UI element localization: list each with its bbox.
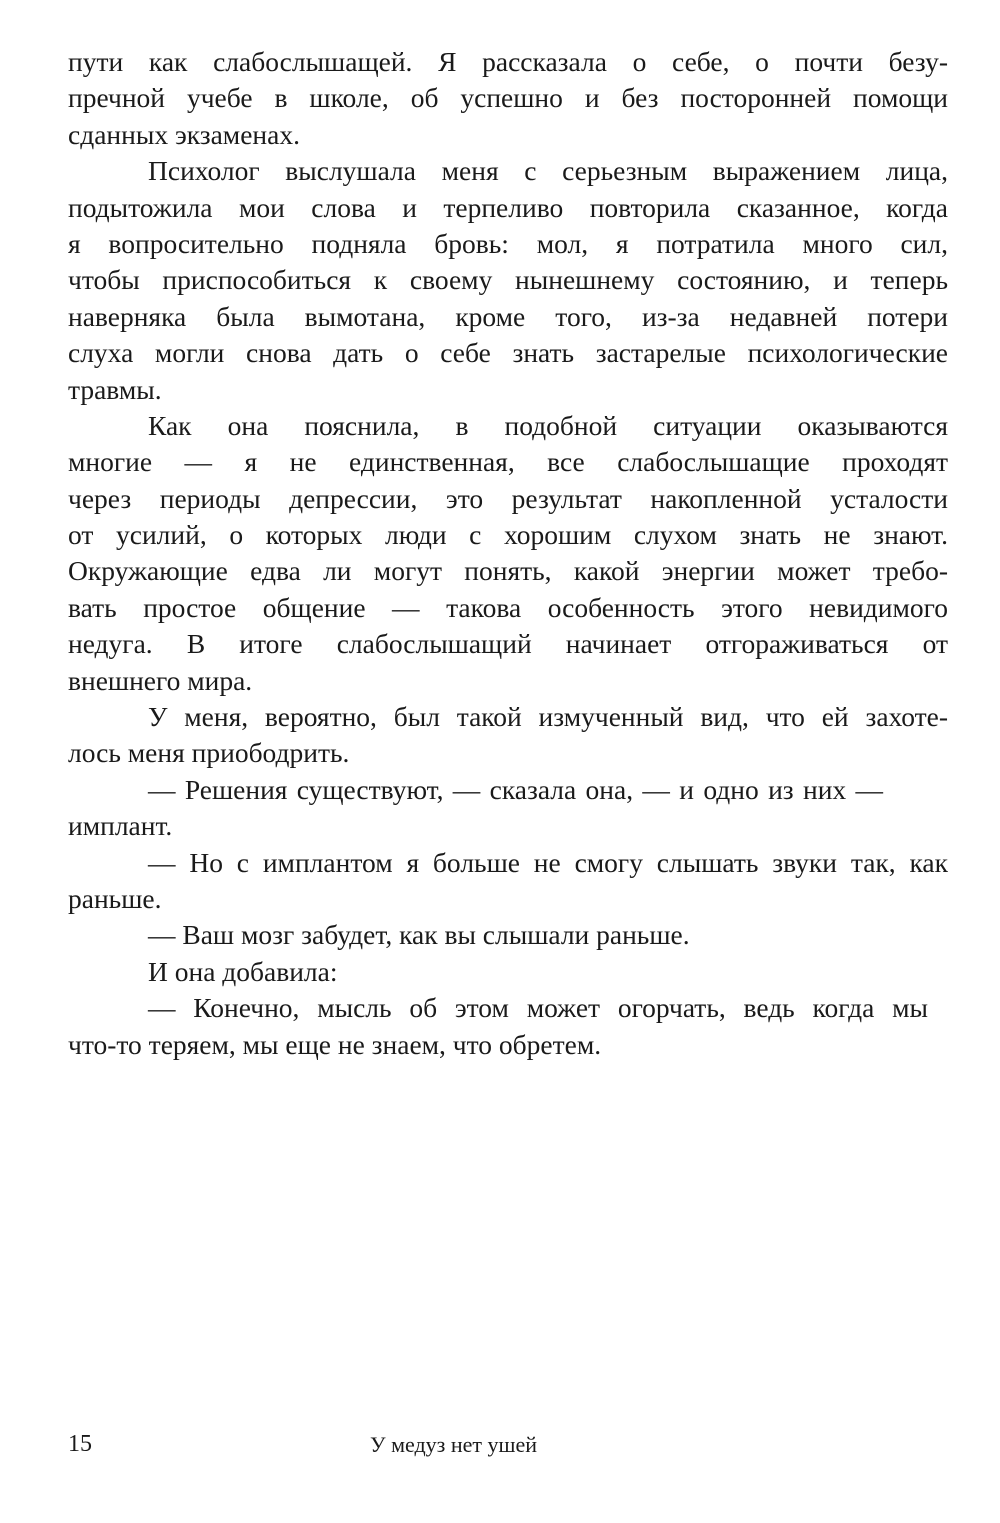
text-line: пути как слабослышащей. Я рассказала о себе, о почти безу- (68, 46, 948, 77)
text-line: — Но с имплантом я больше не смогу слышать звуки так, как (148, 846, 948, 878)
text-line: подытожила мои слова и терпеливо повторила сказанное, когда (68, 191, 948, 223)
text-line: внешнего мира. (68, 664, 253, 696)
text-line: через периоды депрессии, это результат накопленной усталости (68, 482, 948, 514)
text-line: У меня, вероятно, был такой измученный вид, что ей захоте- (148, 701, 948, 733)
text-line: чтобы приспособиться к своему нынешнему состоянию, и теперь (68, 264, 948, 296)
text-line: — Ваш мозг забудет, как вы слышали раньше. (148, 919, 690, 951)
running-footer-title: У медуз нет ушей (370, 1432, 537, 1457)
text-line: лось меня приободрить. (68, 737, 350, 769)
text-line: травмы. (68, 373, 162, 405)
text-line: Окружающие едва ли могут понять, какой энергии может требо- (68, 555, 948, 587)
text-line: недуга. В итоге слабослышащий начинает отгораживаться от (68, 628, 948, 660)
text-line: слуха могли снова дать о себе знать застарелые психологические (68, 337, 948, 369)
text-line: наверняка была вымотана, кроме того, из-за недавней потери (68, 300, 948, 332)
text-line: многие — я не единственная, все слабослышащие проходят (68, 446, 948, 478)
text-line: сданных экзаменах. (68, 118, 300, 150)
text-line: имплант. (68, 810, 173, 842)
text-line: вать простое общение — такова особенность этого невидимого (68, 591, 948, 623)
text-line: — Конечно, мысль об этом может огорчать, ведь когда мы (148, 992, 928, 1024)
text-line: — Решения существуют, — сказала она, — и одно из них — (148, 773, 883, 805)
text-line: пречной учебе в школе, об успешно и без посторонней помощи (68, 82, 948, 114)
text-line: что-то теряем, мы еще не знаем, что обретем. (68, 1028, 602, 1060)
text-line: Как она пояснила, в подобной ситуации оказываются (148, 409, 948, 441)
page-number: 15 (68, 1431, 92, 1457)
text-line: И она добавила: (148, 955, 338, 987)
text-line: Психолог выслушала меня с серьезным выражением лица, (148, 155, 948, 187)
text-line: я вопросительно подняла бровь: мол, я потратила много сил, (68, 227, 948, 259)
text-line: от усилий, о которых люди с хорошим слухом знать не знают. (68, 519, 948, 551)
text-line: раньше. (68, 882, 162, 914)
body-text (68, 44, 948, 1063)
